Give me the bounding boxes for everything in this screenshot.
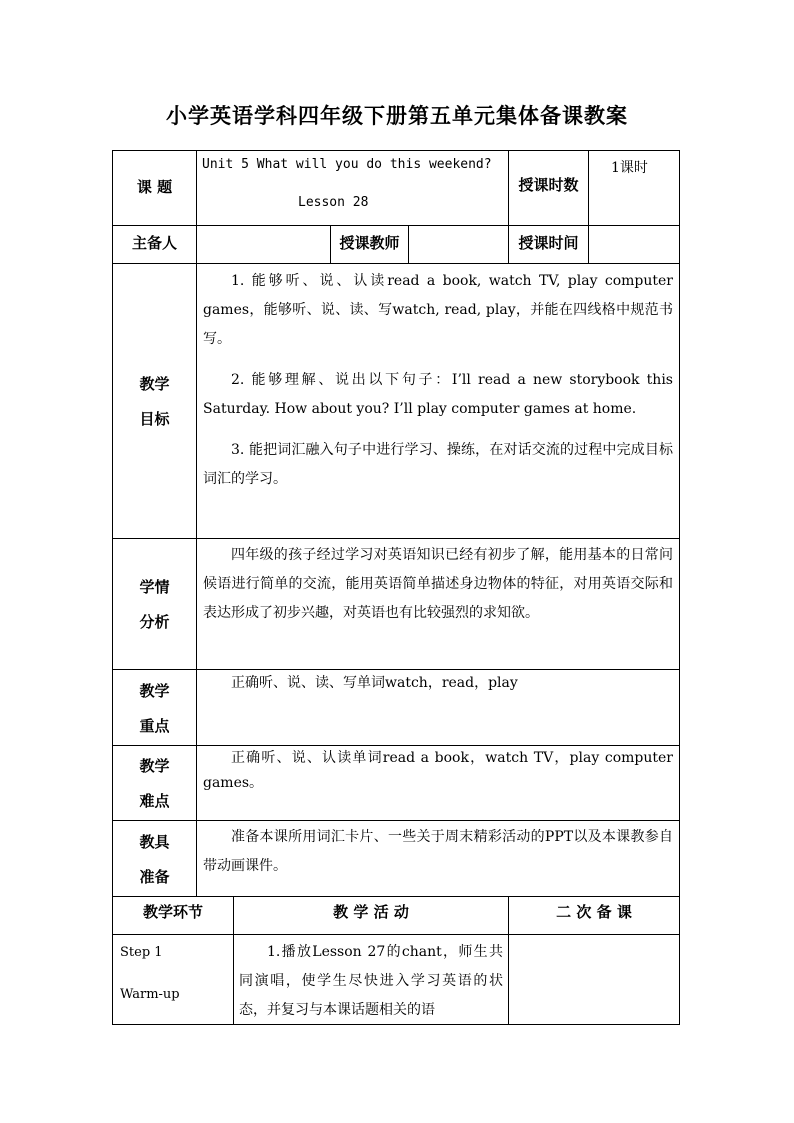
- difficulties-content: [196, 746, 679, 820]
- hours-label-cell: [508, 151, 588, 225]
- time-label: 授课时间: [518, 234, 579, 252]
- analysis-text: 四年级的孩子经过学习对英语知识已经有初步了解，能用基本的日常问候语进行简单的交流，能用英语简单描述身边物体的特征，对用英语交际和表达形成了初步兴趣，对英语也有比较强烈的求知欲。: [203, 547, 673, 621]
- document-title: 小学英语学科四年级下册第五单元集体备课教案: [166, 104, 628, 128]
- topic-value-cell: [196, 151, 508, 225]
- analysis-label-cell: [113, 539, 196, 669]
- activity-header-cell: [233, 897, 508, 934]
- step-second-prep-cell[interactable]: [508, 935, 679, 1024]
- difficulties-text: 正确听、说、认读单词read a book，watch TV，play computer games。: [203, 750, 673, 791]
- stage-header-cell: [113, 897, 233, 934]
- time-label-cell: [508, 226, 588, 263]
- second-prep-header: 二 次 备 课: [556, 903, 632, 921]
- second-prep-header-cell: [508, 897, 679, 934]
- preparer-label: 主备人: [131, 234, 177, 252]
- step-number: Step 1: [120, 945, 163, 960]
- objectives-label-2: 目标: [139, 410, 170, 428]
- difficulties-label-1: 教学: [139, 757, 170, 775]
- objectives-label-1: 教学: [139, 375, 170, 393]
- objectives-content: [196, 264, 679, 538]
- analysis-label-1: 学情: [139, 578, 170, 596]
- objective-item: 3. 能把词汇融入句子中进行学习、操练，在对话交流的过程中完成目标词汇的学习。: [203, 442, 673, 487]
- step-stage-cell: [113, 935, 233, 1024]
- stage-header: 教学环节: [142, 903, 203, 921]
- staff-row: [112, 226, 680, 264]
- key-points-text: 正确听、说、读、写单词watch，read，play: [231, 675, 518, 691]
- objectives-label-cell: [113, 264, 196, 538]
- materials-label-2: 准备: [139, 867, 170, 886]
- hours-label: 授课时数: [518, 176, 579, 194]
- step-row: [112, 935, 680, 1025]
- analysis-row: [112, 539, 680, 670]
- materials-row: [112, 821, 680, 897]
- key-points-row: [112, 670, 680, 746]
- objectives-row: [112, 264, 680, 539]
- topic-label: 课 题: [136, 178, 173, 196]
- difficulties-row: [112, 746, 680, 821]
- step-name: Warm-up: [120, 987, 180, 1002]
- key-points-label-1: 教学: [139, 681, 170, 700]
- materials-text: 准备本课所用词汇卡片、一些关于周末精彩活动的PPT以及本课教参自带动画课件。: [203, 829, 673, 874]
- materials-label-cell: [113, 821, 196, 896]
- key-points-content: [196, 670, 679, 745]
- hours-value-cell: [588, 151, 679, 225]
- objective-item: 2. 能够理解、说出以下句子：I’ll read a new storybook this Saturday. How about you? I’ll play computer games at home.: [203, 372, 673, 417]
- objective-item: 1. 能够听、说、认读read a book, watch TV, play computer games，能够听、说、读、写watch, read, play，并能在四线格中规范书写。: [203, 273, 673, 347]
- topic-row: [112, 150, 680, 226]
- preparer-label-cell: [113, 226, 196, 263]
- lesson-plan-table: [112, 150, 680, 1025]
- activity-header: 教 学 活 动: [333, 903, 409, 921]
- difficulties-label-cell: [113, 746, 196, 820]
- hours-value: 1课时: [611, 160, 648, 176]
- step-activity-cell: [233, 935, 508, 1024]
- topic-label-cell: [113, 151, 196, 225]
- teacher-label: 授课教师: [339, 234, 400, 252]
- process-header-row: [112, 897, 680, 935]
- key-points-label-2: 重点: [139, 716, 170, 735]
- topic-lesson: Lesson 28: [298, 195, 369, 210]
- key-points-label-cell: [113, 670, 196, 745]
- analysis-label-2: 分析: [139, 613, 170, 631]
- step-activity-text: 1.播放Lesson 27的chant，师生共同演唱，使学生尽快进入学习英语的状态，并复习与本课话题相关的语: [239, 944, 503, 1018]
- difficulties-label-2: 难点: [139, 792, 170, 810]
- teacher-value-cell[interactable]: [408, 226, 508, 263]
- analysis-content: [196, 539, 679, 669]
- teacher-label-cell: [330, 226, 408, 263]
- topic-unit: Unit 5 What will you do this weekend?: [202, 157, 492, 172]
- preparer-value-cell[interactable]: [196, 226, 330, 263]
- time-value-cell[interactable]: [588, 226, 679, 263]
- materials-content: [196, 821, 679, 896]
- materials-label-1: 教具: [139, 832, 170, 851]
